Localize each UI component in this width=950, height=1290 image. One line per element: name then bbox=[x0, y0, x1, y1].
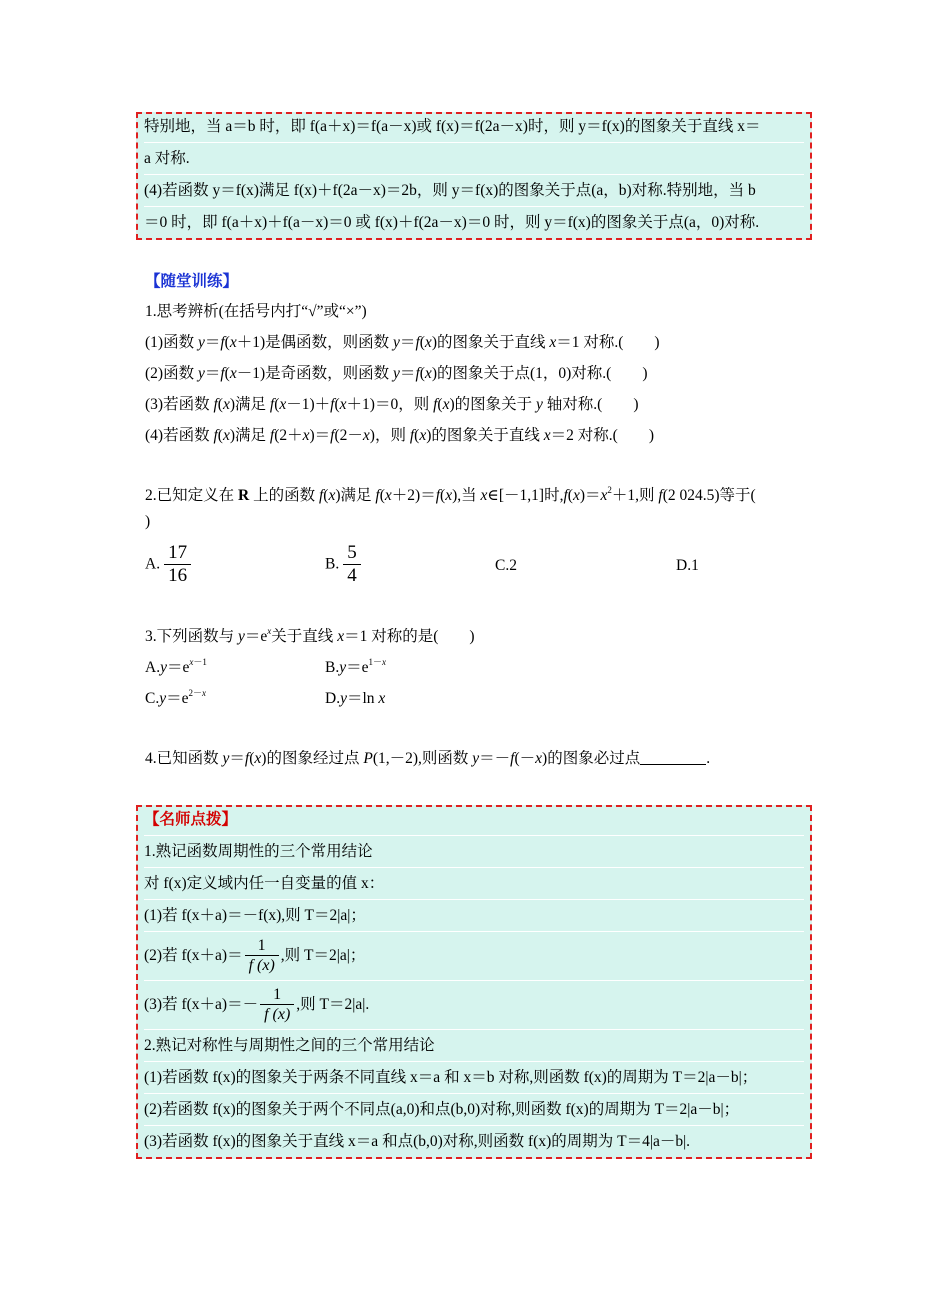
question-1-item-2 bbox=[145, 364, 648, 384]
question-1-item-1 bbox=[145, 333, 660, 353]
tips-section-2-title: 2.熟记对称性与周期性之间的三个常用结论 bbox=[144, 1030, 804, 1062]
q2-stem-text: 2.已知定义在 R 上的函数 f(x)满足 f(x＋2)＝f(x),当 x∈[－1,1]时$,f(x)=x^2+1$,则 f(2 024.5)等于( bbox=[145, 485, 756, 504]
tips-item: (3)若函数 f(x)的图象关于直线 x＝a 和点(b,0)对称,则函数 f(x)的周期为 T＝4|a－b|. bbox=[144, 1133, 691, 1150]
q3-option-c[interactable]: $C.y=e^{2-x}$ bbox=[145, 688, 207, 707]
question-1-stem: 1.思考辨析(在括号内打“√”或“×”) bbox=[145, 303, 367, 320]
q1-item-2-text: (2)函数 y＝f(x－1)是奇函数，则函数 y＝f(x)的图象关于点(1，0)对称.( ) bbox=[145, 365, 648, 382]
note-line: 特别地，当 a＝b 时，即 f(a＋x)＝f(a－x)或 f(x)＝f(2a－x)时，则 y＝f(x)的图象关于直线 x＝ bbox=[144, 114, 804, 143]
tips-item: (2)若 f(x＋a)＝ $\frac{1}{f (x)}$ ,则 T＝2|a|； bbox=[144, 932, 804, 981]
answer-blank[interactable] bbox=[640, 750, 706, 765]
q1-item-1-text: (1)函数 y＝f(x＋1)是偶函数，则函数 y＝f(x)的图象关于直线 x＝1 对称.( ) bbox=[145, 334, 660, 351]
q1-item-3-text: (3)若函数 f(x)满足 f(x－1)＋f(x＋1)＝0，则 f(x)的图象关于 y 轴对称.( ) bbox=[145, 396, 639, 413]
question-4-stem bbox=[145, 749, 710, 769]
note-line: (4)若函数 y＝f(x)满足 f(x)＋f(2a－x)＝2b，则 y＝f(x)的图象关于点(a，b)对称.特别地，当 b bbox=[144, 175, 804, 207]
tips-item: (3)若 f(x＋a)＝－ $\frac{1}{f (x)}$ ,则 T＝2|a|. bbox=[144, 981, 804, 1030]
q2-option-a-fraction: $\frac{17}{16}$ bbox=[162, 542, 193, 587]
q3-option-a[interactable]: $A.y=e^{x-1}$ bbox=[145, 657, 207, 676]
q2-option-d[interactable]: D.1 bbox=[676, 557, 699, 574]
practice-heading: 【随堂训练】 bbox=[145, 273, 239, 290]
note-line: ＝0 时，即 f(a＋x)＋f(a－x)＝0 或 f(x)＋f(2a－x)＝0 时，则 y＝f(x)的图象关于点(a，0)对称. bbox=[144, 214, 760, 231]
tips-item: (1)若函数 f(x)的图象关于两条不同直线 x＝a 和 x＝b 对称,则函数 f(x)的周期为 T＝2|a－b|； bbox=[144, 1062, 804, 1094]
fraction-1-over-fx: $\frac{1}{f (x)}$ bbox=[245, 936, 279, 976]
symmetry-notes-box bbox=[136, 112, 812, 240]
q1-item-4-text: (4)若函数 f(x)满足 f(2＋x)＝f(2－x)，则 f(x)的图象关于直线 x＝2 对称.( ) bbox=[145, 427, 654, 444]
tips-section-1-title: 1.熟记函数周期性的三个常用结论 bbox=[144, 836, 804, 868]
fraction-1-over-fx: $\frac{1}{f (x)}$ bbox=[260, 985, 294, 1025]
tips-heading: 【名师点拨】 bbox=[144, 807, 804, 836]
q4-stem-text: 4.已知函数 y＝f(x)的图象经过点 P(1,－2),则函数 y＝－f(－x)的图象必过点 . bbox=[145, 750, 711, 767]
question-3-stem bbox=[145, 627, 475, 647]
q2-option-c[interactable]: C.2 bbox=[495, 557, 517, 574]
question-1-item-3 bbox=[145, 395, 638, 415]
question-2-stem-end: ) bbox=[145, 513, 151, 530]
note-line: a 对称. bbox=[144, 143, 804, 175]
tips-section-1-intro: 对 f(x)定义域内任一自变量的值 x： bbox=[144, 868, 804, 900]
tips-item: (2)若函数 f(x)的图象关于两个不同点(a,0)和点(b,0)对称,则函数 f(x)的周期为 T＝2|a－b|； bbox=[144, 1094, 804, 1126]
q2-option-a[interactable]: A. $\frac{17}{16}$ bbox=[145, 542, 195, 587]
q3-stem-text: 3.下列函数与 $y=e^x$关于直线 x＝1 对称的是( ) bbox=[145, 626, 475, 645]
q2-option-b-fraction: $\frac{5}{4}$ bbox=[341, 542, 363, 587]
q3-option-d[interactable]: D.y＝ln x bbox=[325, 690, 386, 707]
q2-option-b[interactable]: B. $\frac{5}{4}$ bbox=[325, 542, 365, 587]
q3-option-b[interactable]: $B.y=e^{1-x}$ bbox=[325, 657, 387, 676]
tips-item: (1)若 f(x＋a)＝－f(x),则 T＝2|a|； bbox=[144, 900, 804, 932]
teacher-tips-box bbox=[136, 805, 812, 1159]
question-2-stem bbox=[145, 486, 756, 506]
question-1-item-4 bbox=[145, 426, 654, 446]
